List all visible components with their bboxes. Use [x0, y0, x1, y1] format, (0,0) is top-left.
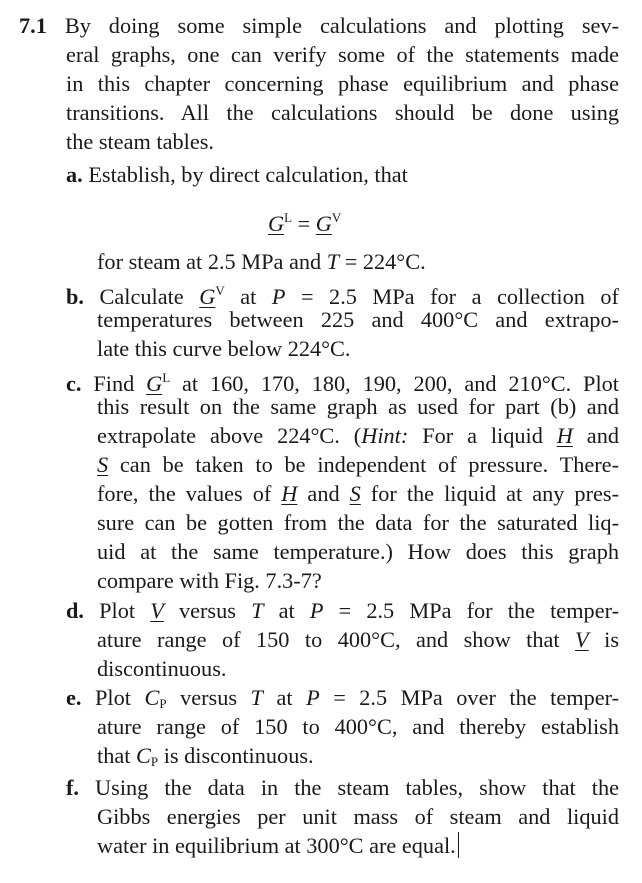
- part-b-line-1: b. Calculate $G^V$ at P = 2.5 MPa for a collection of: [66, 283, 619, 309]
- part-c-line-2: this result on the same graph as used for part (b) and: [97, 394, 619, 419]
- part-c-line-5: fore, the values of H and S for the liquid at any pres-: [97, 481, 619, 506]
- part-e-line-1: e. Plot $C_P$ versus T at P = 2.5 MPa over the temper-: [66, 685, 620, 711]
- problem-intro-line-2: eral graphs, one can verify some of the statements made: [66, 42, 619, 67]
- part-f-line-3: water in equilibrium at 300°C are equal.: [97, 831, 459, 860]
- part-c-line-1: c. Find $G^L$ at 160, 170, 180, 190, 200, and 210°C. Plot: [66, 370, 619, 396]
- part-c-line-4: S can be taken to be independent of pressure. There-: [97, 452, 619, 477]
- text-cursor: [458, 832, 459, 858]
- part-e-line-3: that $C_P$ is discontinuous.: [97, 743, 314, 769]
- part-d-line-1: d. Plot V versus T at P = 2.5 MPa for the temper-: [66, 598, 619, 623]
- part-d-line-2: ature range of 150 to 400°C, and show that V is: [97, 627, 619, 652]
- part-a-line-2: for steam at 2.5 MPa and T = 224°C.: [97, 249, 426, 274]
- part-e-line-2: ature range of 150 to 400°C, and thereby establish: [97, 714, 619, 739]
- part-b-line-3: late this curve below 224°C.: [97, 336, 351, 361]
- problem-number: 7.1: [19, 13, 47, 38]
- part-e-label: e.: [66, 685, 82, 710]
- part-d-label: d.: [66, 598, 84, 623]
- part-b-line-2: temperatures between 225 and 400°C and extrapo-: [97, 307, 619, 332]
- part-b-label: b.: [66, 284, 84, 309]
- part-f-line-2: Gibbs energies per unit mass of steam and liquid: [97, 804, 619, 829]
- part-c-label: c.: [66, 371, 82, 396]
- part-f-label: f.: [66, 775, 79, 800]
- part-c-line-8: compare with Fig. 7.3-7?: [97, 568, 322, 593]
- part-c-line-6: sure can be gotten from the data for the saturated liq-: [97, 510, 619, 535]
- part-c-line-3: extrapolate above 224°C. (Hint: For a liquid H and: [97, 423, 619, 448]
- part-a-equation: $G^L = G^V$: [268, 210, 342, 236]
- problem-intro-line-1: 7.1 By doing some simple calculations and plotting sev-: [19, 13, 619, 38]
- problem-intro-line-4: transitions. All the calculations should be done using: [66, 100, 619, 125]
- part-c-line-7: uid at the same temperature.) How does this graph: [97, 539, 619, 564]
- problem-intro-line-5: the steam tables.: [66, 129, 214, 154]
- part-f-line-1: f. Using the data in the steam tables, show that the: [66, 775, 619, 800]
- part-d-line-3: discontinuous.: [97, 656, 227, 681]
- problem-intro-line-3: in this chapter concerning phase equilibrium and phase: [66, 71, 619, 96]
- part-a-label: a.: [66, 162, 83, 187]
- part-a-line-1: a. Establish, by direct calculation, that: [66, 162, 408, 187]
